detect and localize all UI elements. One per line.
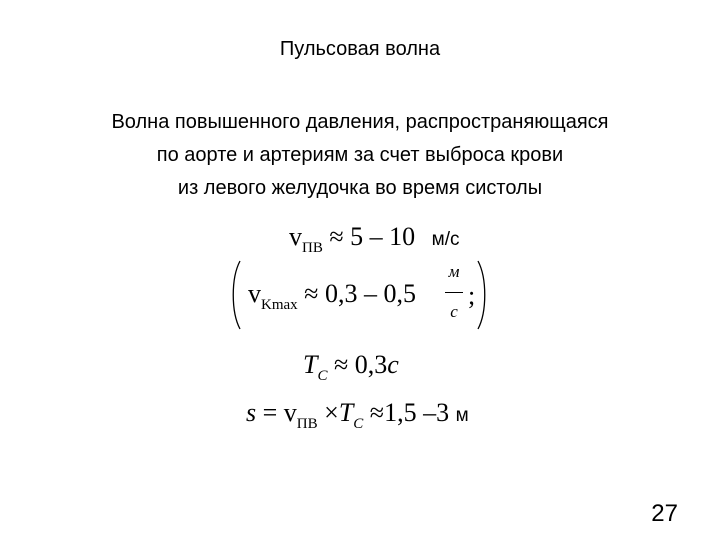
approx-sign: ≈ xyxy=(304,279,319,308)
value-range: 5 – 10 xyxy=(350,222,416,251)
definition-line: из левого желудочка во время систолы xyxy=(177,177,543,199)
subscript-pv: ПВ xyxy=(302,240,323,256)
subscript-kmax: Kmax xyxy=(261,297,298,313)
semicolon: ; xyxy=(468,281,476,310)
value-range: 0,3 – 0,5 xyxy=(324,279,416,308)
symbol-v: v xyxy=(283,398,297,427)
subscript-c: C xyxy=(353,416,364,432)
fraction-denominator: с xyxy=(450,302,458,321)
approx-sign: ≈ xyxy=(329,222,344,251)
slide-title: Пульсовая волна xyxy=(279,38,441,60)
left-parenthesis xyxy=(230,260,242,330)
formula-pulse-wave-speed xyxy=(289,222,460,256)
formula-blood-speed-max xyxy=(248,279,416,313)
right-parenthesis xyxy=(476,260,488,330)
fraction-bar xyxy=(445,292,463,293)
formula-systole-duration xyxy=(303,350,399,384)
fraction-numerator: м xyxy=(448,262,460,281)
formula-wave-length xyxy=(246,398,469,432)
symbol-s: s xyxy=(246,398,257,427)
unit-label: м/с xyxy=(431,229,460,250)
symbol-v: v xyxy=(248,279,261,308)
equals-sign: = xyxy=(262,398,278,427)
value-range: 1,5 –3 xyxy=(384,398,450,427)
symbol-t: T xyxy=(303,350,318,379)
subscript-pv: ПВ xyxy=(296,416,318,432)
value: 0,3 xyxy=(354,350,388,379)
symbol-v: v xyxy=(289,222,302,251)
approx-sign: ≈ xyxy=(369,398,385,427)
definition-line: Волна повышенного давления, распространяющаяся xyxy=(111,111,609,133)
symbol-t: T xyxy=(338,398,354,427)
approx-sign: ≈ xyxy=(333,350,349,379)
definition-line: по аорте и артериям за счет выброса крови xyxy=(156,144,564,166)
definition-text xyxy=(0,106,720,205)
page-number: 27 xyxy=(651,500,678,527)
unit-label: с xyxy=(387,350,399,379)
times-sign: × xyxy=(324,398,339,427)
unit-label: м xyxy=(455,405,469,426)
subscript-c: C xyxy=(317,368,328,384)
